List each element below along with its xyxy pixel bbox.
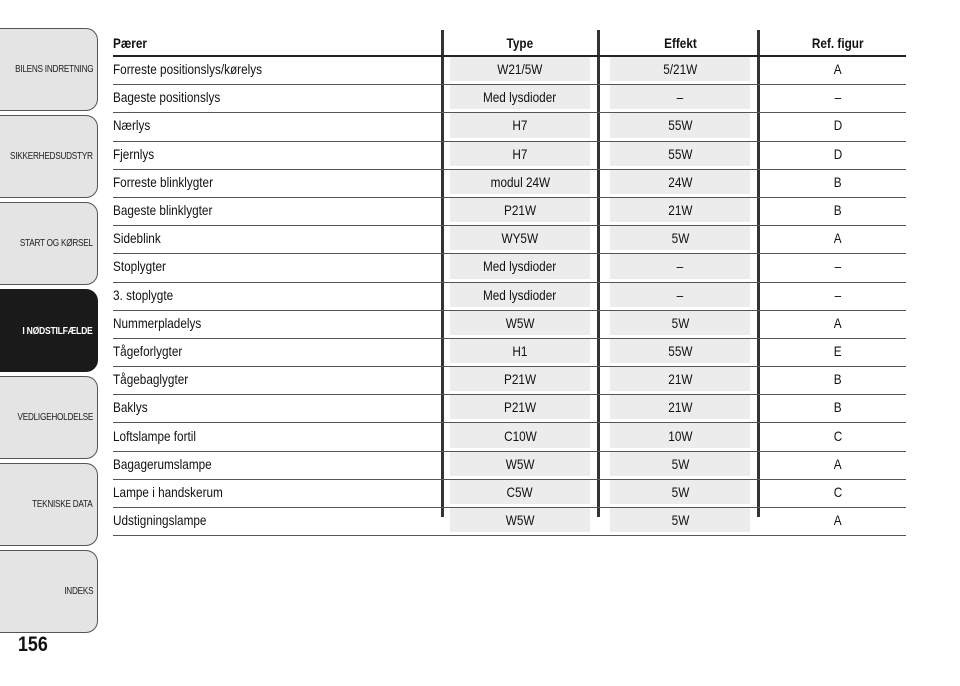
table-cell: Nærlys	[113, 117, 151, 134]
page-number: 156	[18, 633, 48, 656]
table-cell: 21W	[610, 198, 750, 222]
table-cell: 55W	[610, 142, 750, 166]
table-row	[113, 395, 906, 423]
header-cell: Effekt	[663, 34, 697, 51]
table-cell: –	[834, 89, 842, 106]
table-cell: Bageste blinklygter	[113, 202, 213, 219]
table-cell: 5W	[610, 480, 750, 504]
table-row	[113, 367, 906, 395]
table-cell: Udstigningslampe	[113, 512, 207, 529]
table-cell: P21W	[450, 367, 590, 391]
table-row	[113, 198, 906, 226]
header-cell: Ref. figur	[812, 34, 864, 51]
table-cell: C5W	[450, 480, 590, 504]
tab-i-nodstilfaelde[interactable]	[0, 289, 98, 372]
table-cell: 5W	[610, 226, 750, 250]
table-cell: 3. stoplygte	[113, 286, 174, 303]
table-cell: Forreste positionslys/kørelys	[113, 61, 263, 78]
table-cell: Bagagerumslampe	[113, 455, 212, 472]
table-cell: Stoplygter	[113, 258, 166, 275]
table-cell: P21W	[450, 198, 590, 222]
table-row	[113, 508, 906, 536]
table-cell: 55W	[610, 339, 750, 363]
table-cell: 5W	[610, 452, 750, 476]
table-cell: W5W	[450, 452, 590, 476]
table-cell: H7	[450, 113, 590, 137]
tab-sikkerhedsudstyr[interactable]	[0, 115, 98, 198]
table-cell: H1	[450, 339, 590, 363]
table-row	[113, 339, 906, 367]
table-cell: Nummerpladelys	[113, 314, 202, 331]
table-row	[113, 113, 906, 141]
table-cell: W5W	[450, 508, 590, 532]
table-cell: –	[610, 85, 750, 109]
table-cell: A	[834, 512, 842, 529]
tab-label: TEKNISKE DATA	[32, 499, 93, 510]
table-cell: D	[833, 145, 843, 162]
table-row	[113, 254, 906, 282]
bulb-table	[113, 30, 906, 536]
tab-tekniske-data[interactable]	[0, 463, 98, 546]
table-cell: 5W	[610, 311, 750, 335]
table-row	[113, 480, 906, 508]
tab-label: BILENS INDRETNING	[14, 64, 93, 75]
table-row	[113, 142, 906, 170]
table-cell: A	[834, 455, 842, 472]
table-row	[113, 452, 906, 480]
table-cell: 24W	[610, 170, 750, 194]
table-cell: 5/21W	[610, 57, 750, 81]
table-cell: A	[834, 230, 842, 247]
table-cell: B	[834, 399, 842, 416]
table-cell: A	[834, 314, 842, 331]
table-cell: –	[610, 254, 750, 278]
tab-start-og-korsel[interactable]	[0, 202, 98, 285]
table-cell: B	[834, 371, 842, 388]
table-cell: Tågeforlygter	[113, 342, 183, 359]
table-cell: Fjernlys	[113, 145, 155, 162]
table-cell: 10W	[610, 423, 750, 447]
table-cell: D	[833, 117, 843, 134]
table-cell: modul 24W	[450, 170, 590, 194]
table-cell: –	[834, 286, 842, 303]
table-cell: –	[610, 283, 750, 307]
tab-vedligeholdelse[interactable]	[0, 376, 98, 459]
tab-label: SIKKERHEDSUDSTYR	[10, 151, 93, 162]
table-cell: Med lysdioder	[450, 283, 590, 307]
table-header	[113, 30, 906, 57]
table-cell: B	[834, 202, 842, 219]
table-cell: WY5W	[450, 226, 590, 250]
table-cell: Lampe i handskerum	[113, 483, 223, 500]
table-cell: –	[834, 258, 842, 275]
table-cell: Tågebaglygter	[113, 371, 189, 388]
table-cell: B	[834, 173, 842, 190]
table-cell: W21/5W	[450, 57, 590, 81]
header-cell: Type	[506, 34, 534, 51]
table-cell: P21W	[450, 395, 590, 419]
tab-label: INDEKS	[63, 586, 93, 597]
tab-label: START OG KØRSEL	[20, 238, 93, 249]
tab-label: I NØDSTILFÆLDE	[22, 324, 93, 337]
table-row	[113, 85, 906, 113]
table-cell: H7	[450, 142, 590, 166]
table-cell: Sideblink	[113, 230, 161, 247]
table-cell: E	[834, 342, 842, 359]
tab-indeks[interactable]	[0, 550, 98, 633]
table-cell: 55W	[610, 113, 750, 137]
table-cell: 5W	[610, 508, 750, 532]
table-cell: 21W	[610, 367, 750, 391]
table-cell: Loftslampe fortil	[113, 427, 197, 444]
header-cell: Pærer	[113, 34, 147, 51]
table-cell: Bageste positionslys	[113, 89, 221, 106]
table-cell: C	[833, 427, 843, 444]
table-cell: Forreste blinklygter	[113, 173, 213, 190]
table-row	[113, 57, 906, 85]
table-row	[113, 423, 906, 451]
table-cell: W5W	[450, 311, 590, 335]
tab-label: VEDLIGEHOLDELSE	[17, 412, 93, 423]
table-body	[113, 57, 906, 536]
table-row	[113, 226, 906, 254]
table-row	[113, 170, 906, 198]
table-row	[113, 311, 906, 339]
table-cell: A	[834, 61, 842, 78]
table-cell: 21W	[610, 395, 750, 419]
tab-bilens-indretning[interactable]	[0, 28, 98, 111]
table-cell: Baklys	[113, 399, 148, 416]
table-cell: C10W	[450, 423, 590, 447]
table-cell: Med lysdioder	[450, 254, 590, 278]
table-cell: Med lysdioder	[450, 85, 590, 109]
table-row	[113, 283, 906, 311]
table-cell: C	[833, 483, 843, 500]
